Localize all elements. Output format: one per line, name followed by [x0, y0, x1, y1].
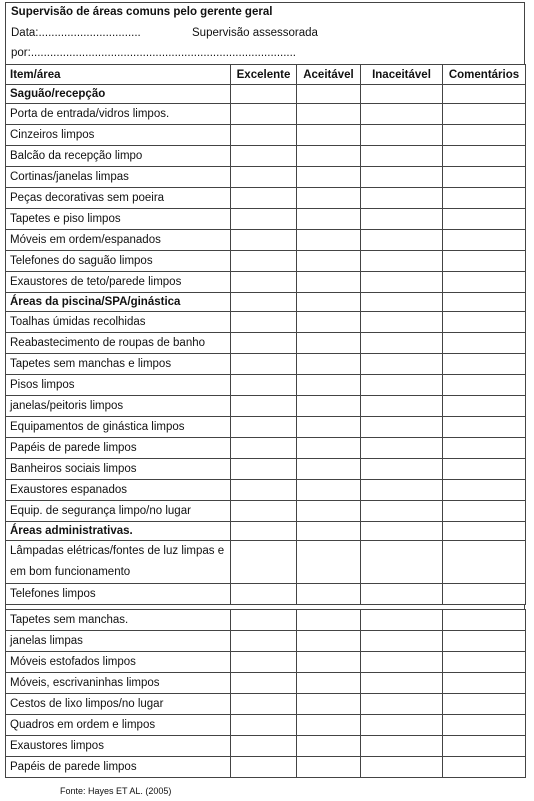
acceptable-cell[interactable] — [297, 104, 361, 125]
unacceptable-cell[interactable] — [361, 251, 443, 272]
acceptable-cell[interactable] — [297, 522, 361, 541]
item-label: Móveis, escrivaninhas limpos — [6, 673, 231, 694]
acceptable-cell[interactable] — [297, 757, 361, 778]
acceptable-cell[interactable] — [297, 480, 361, 501]
table-row — [6, 480, 526, 501]
table-header-row — [6, 65, 526, 85]
unacceptable-cell[interactable] — [361, 167, 443, 188]
comments-cell[interactable] — [443, 167, 526, 188]
table-row — [6, 104, 526, 125]
comments-cell[interactable] — [443, 293, 526, 312]
unacceptable-cell[interactable] — [361, 652, 443, 673]
item-label: Tapetes sem manchas e limpos — [6, 354, 231, 375]
excellent-cell[interactable] — [231, 736, 297, 757]
item-label: Equipamentos de ginástica limpos — [6, 417, 231, 438]
table-row — [6, 673, 526, 694]
excellent-cell[interactable] — [231, 125, 297, 146]
table-row — [6, 209, 526, 230]
item-label: Móveis em ordem/espanados — [6, 230, 231, 251]
by-field-label: por:................................................................................... — [11, 47, 297, 59]
table-row — [6, 312, 526, 333]
item-label: Cortinas/janelas limpas — [6, 167, 231, 188]
table-row — [6, 230, 526, 251]
unacceptable-cell[interactable] — [361, 757, 443, 778]
acceptable-cell[interactable] — [297, 673, 361, 694]
excellent-cell[interactable] — [231, 396, 297, 417]
acceptable-cell[interactable] — [297, 736, 361, 757]
excellent-cell[interactable] — [231, 146, 297, 167]
unacceptable-cell[interactable] — [361, 272, 443, 293]
acceptable-cell[interactable] — [297, 209, 361, 230]
comments-cell[interactable] — [443, 610, 526, 631]
table-row — [6, 757, 526, 778]
item-label: Telefones do saguão limpos — [6, 251, 231, 272]
item-label: Papéis de parede limpos — [6, 438, 231, 459]
table-row — [6, 417, 526, 438]
acceptable-cell[interactable] — [297, 396, 361, 417]
date-field-label: Data:................................ — [11, 27, 141, 39]
table-row — [6, 631, 526, 652]
table-row — [6, 146, 526, 167]
unacceptable-cell[interactable] — [361, 417, 443, 438]
unacceptable-cell[interactable] — [361, 293, 443, 312]
excellent-cell[interactable] — [231, 375, 297, 396]
table-row — [6, 694, 526, 715]
table-row — [6, 167, 526, 188]
unacceptable-cell[interactable] — [361, 631, 443, 652]
acceptable-cell[interactable] — [297, 251, 361, 272]
table-row — [6, 652, 526, 673]
acceptable-cell[interactable] — [297, 610, 361, 631]
comments-cell[interactable] — [443, 85, 526, 104]
comments-cell[interactable] — [443, 146, 526, 167]
unacceptable-cell[interactable] — [361, 333, 443, 354]
acceptable-cell[interactable] — [297, 293, 361, 312]
excellent-cell[interactable] — [231, 188, 297, 209]
acceptable-cell[interactable] — [297, 146, 361, 167]
excellent-cell[interactable] — [231, 480, 297, 501]
column-header-item: Item/área — [6, 65, 231, 85]
comments-cell[interactable] — [443, 272, 526, 293]
item-label: Porta de entrada/vidros limpos. — [6, 104, 231, 125]
excellent-cell[interactable] — [231, 209, 297, 230]
excellent-cell[interactable] — [231, 541, 297, 584]
item-label: Reabastecimento de roupas de banho — [6, 333, 231, 354]
comments-cell[interactable] — [443, 438, 526, 459]
table-row — [6, 715, 526, 736]
item-label: Papéis de parede limpos — [6, 757, 231, 778]
comments-cell[interactable] — [443, 480, 526, 501]
table-row — [6, 333, 526, 354]
unacceptable-cell[interactable] — [361, 188, 443, 209]
checklist-table-part1 — [5, 64, 526, 605]
assisted-supervision-label: Supervisão assessorada — [192, 27, 318, 39]
section-row — [6, 293, 526, 312]
comments-cell[interactable] — [443, 673, 526, 694]
unacceptable-cell[interactable] — [361, 584, 443, 605]
excellent-cell[interactable] — [231, 104, 297, 125]
excellent-cell[interactable] — [231, 417, 297, 438]
excellent-cell[interactable] — [231, 272, 297, 293]
comments-cell[interactable] — [443, 209, 526, 230]
table-row — [6, 541, 526, 584]
excellent-cell[interactable] — [231, 522, 297, 541]
section-label: Áreas administrativas. — [6, 522, 231, 541]
table-row — [6, 188, 526, 209]
unacceptable-cell[interactable] — [361, 146, 443, 167]
comments-cell[interactable] — [443, 354, 526, 375]
table-row — [6, 736, 526, 757]
unacceptable-cell[interactable] — [361, 104, 443, 125]
comments-cell[interactable] — [443, 522, 526, 541]
unacceptable-cell[interactable] — [361, 85, 443, 104]
section-label: Áreas da piscina/SPA/ginástica — [6, 293, 231, 312]
unacceptable-cell[interactable] — [361, 736, 443, 757]
section-row — [6, 522, 526, 541]
excellent-cell[interactable] — [231, 85, 297, 104]
item-label: Pisos limpos — [6, 375, 231, 396]
comments-cell[interactable] — [443, 631, 526, 652]
column-header-unacceptable: Inaceitável — [361, 65, 443, 85]
acceptable-cell[interactable] — [297, 694, 361, 715]
acceptable-cell[interactable] — [297, 541, 361, 584]
item-label: Equip. de segurança limpo/no lugar — [6, 501, 231, 522]
item-label: Quadros em ordem e limpos — [6, 715, 231, 736]
item-label: Móveis estofados limpos — [6, 652, 231, 673]
excellent-cell[interactable] — [231, 652, 297, 673]
acceptable-cell[interactable] — [297, 354, 361, 375]
excellent-cell[interactable] — [231, 312, 297, 333]
comments-cell[interactable] — [443, 757, 526, 778]
comments-cell[interactable] — [443, 652, 526, 673]
section-row — [6, 85, 526, 104]
comments-cell[interactable] — [443, 584, 526, 605]
acceptable-cell[interactable] — [297, 272, 361, 293]
comments-cell[interactable] — [443, 541, 526, 584]
comments-cell[interactable] — [443, 715, 526, 736]
form-title: Supervisão de áreas comuns pelo gerente geral — [11, 6, 273, 18]
acceptable-cell[interactable] — [297, 631, 361, 652]
item-label: Banheiros sociais limpos — [6, 459, 231, 480]
comments-cell[interactable] — [443, 375, 526, 396]
item-label: Exaustores espanados — [6, 480, 231, 501]
unacceptable-cell[interactable] — [361, 694, 443, 715]
table-row — [6, 251, 526, 272]
excellent-cell[interactable] — [231, 251, 297, 272]
item-label: janelas limpas — [6, 631, 231, 652]
excellent-cell[interactable] — [231, 673, 297, 694]
excellent-cell[interactable] — [231, 459, 297, 480]
table-body-part1 — [6, 85, 526, 605]
acceptable-cell[interactable] — [297, 652, 361, 673]
unacceptable-cell[interactable] — [361, 354, 443, 375]
comments-cell[interactable] — [443, 333, 526, 354]
item-label: Exaustores limpos — [6, 736, 231, 757]
unacceptable-cell[interactable] — [361, 501, 443, 522]
form-header — [5, 2, 525, 64]
excellent-cell[interactable] — [231, 293, 297, 312]
unacceptable-cell[interactable] — [361, 522, 443, 541]
comments-cell[interactable] — [443, 417, 526, 438]
comments-cell[interactable] — [443, 459, 526, 480]
excellent-cell[interactable] — [231, 354, 297, 375]
excellent-cell[interactable] — [231, 610, 297, 631]
table-row — [6, 396, 526, 417]
source-caption: Fonte: Hayes ET AL. (2005) — [60, 786, 172, 796]
item-label: Telefones limpos — [6, 584, 231, 605]
unacceptable-cell[interactable] — [361, 541, 443, 584]
acceptable-cell[interactable] — [297, 417, 361, 438]
item-label: Cestos de lixo limpos/no lugar — [6, 694, 231, 715]
item-label: Tapetes e piso limpos — [6, 209, 231, 230]
comments-cell[interactable] — [443, 312, 526, 333]
unacceptable-cell[interactable] — [361, 715, 443, 736]
unacceptable-cell[interactable] — [361, 673, 443, 694]
comments-cell[interactable] — [443, 104, 526, 125]
unacceptable-cell[interactable] — [361, 125, 443, 146]
table-row — [6, 272, 526, 293]
acceptable-cell[interactable] — [297, 715, 361, 736]
comments-cell[interactable] — [443, 125, 526, 146]
unacceptable-cell[interactable] — [361, 438, 443, 459]
unacceptable-cell[interactable] — [361, 209, 443, 230]
item-label: Lâmpadas elétricas/fontes de luz limpas e em bom funcionamento — [6, 541, 231, 584]
comments-cell[interactable] — [443, 396, 526, 417]
table-row — [6, 610, 526, 631]
table-row — [6, 584, 526, 605]
column-header-comments: Comentários — [443, 65, 526, 85]
column-header-acceptable: Aceitável — [297, 65, 361, 85]
excellent-cell[interactable] — [231, 438, 297, 459]
item-label: Peças decorativas sem poeira — [6, 188, 231, 209]
acceptable-cell[interactable] — [297, 438, 361, 459]
item-label: Tapetes sem manchas. — [6, 610, 231, 631]
excellent-cell[interactable] — [231, 501, 297, 522]
excellent-cell[interactable] — [231, 631, 297, 652]
acceptable-cell[interactable] — [297, 501, 361, 522]
unacceptable-cell[interactable] — [361, 396, 443, 417]
comments-cell[interactable] — [443, 694, 526, 715]
table-row — [6, 501, 526, 522]
table-row — [6, 125, 526, 146]
comments-cell[interactable] — [443, 501, 526, 522]
item-label: janelas/peitoris limpos — [6, 396, 231, 417]
date-line — [11, 27, 318, 39]
table-row — [6, 354, 526, 375]
unacceptable-cell[interactable] — [361, 230, 443, 251]
unacceptable-cell[interactable] — [361, 375, 443, 396]
comments-cell[interactable] — [443, 188, 526, 209]
unacceptable-cell[interactable] — [361, 459, 443, 480]
acceptable-cell[interactable] — [297, 167, 361, 188]
checklist-table-part2 — [5, 609, 526, 778]
comments-cell[interactable] — [443, 230, 526, 251]
table-body-part2 — [6, 610, 526, 778]
excellent-cell[interactable] — [231, 757, 297, 778]
section-label: Saguão/recepção — [6, 85, 231, 104]
excellent-cell[interactable] — [231, 584, 297, 605]
supervision-form — [5, 2, 525, 778]
item-label: Balcão da recepção limpo — [6, 146, 231, 167]
excellent-cell[interactable] — [231, 715, 297, 736]
excellent-cell[interactable] — [231, 230, 297, 251]
acceptable-cell[interactable] — [297, 230, 361, 251]
excellent-cell[interactable] — [231, 333, 297, 354]
acceptable-cell[interactable] — [297, 584, 361, 605]
table-row — [6, 459, 526, 480]
unacceptable-cell[interactable] — [361, 312, 443, 333]
unacceptable-cell[interactable] — [361, 610, 443, 631]
comments-cell[interactable] — [443, 736, 526, 757]
table-row — [6, 375, 526, 396]
acceptable-cell[interactable] — [297, 188, 361, 209]
table-row — [6, 438, 526, 459]
acceptable-cell[interactable] — [297, 375, 361, 396]
item-label: Cinzeiros limpos — [6, 125, 231, 146]
excellent-cell[interactable] — [231, 167, 297, 188]
acceptable-cell[interactable] — [297, 459, 361, 480]
item-label: Toalhas úmidas recolhidas — [6, 312, 231, 333]
acceptable-cell[interactable] — [297, 125, 361, 146]
comments-cell[interactable] — [443, 251, 526, 272]
excellent-cell[interactable] — [231, 694, 297, 715]
acceptable-cell[interactable] — [297, 312, 361, 333]
column-header-excellent: Excelente — [231, 65, 297, 85]
unacceptable-cell[interactable] — [361, 480, 443, 501]
acceptable-cell[interactable] — [297, 333, 361, 354]
acceptable-cell[interactable] — [297, 85, 361, 104]
item-label: Exaustores de teto/parede limpos — [6, 272, 231, 293]
